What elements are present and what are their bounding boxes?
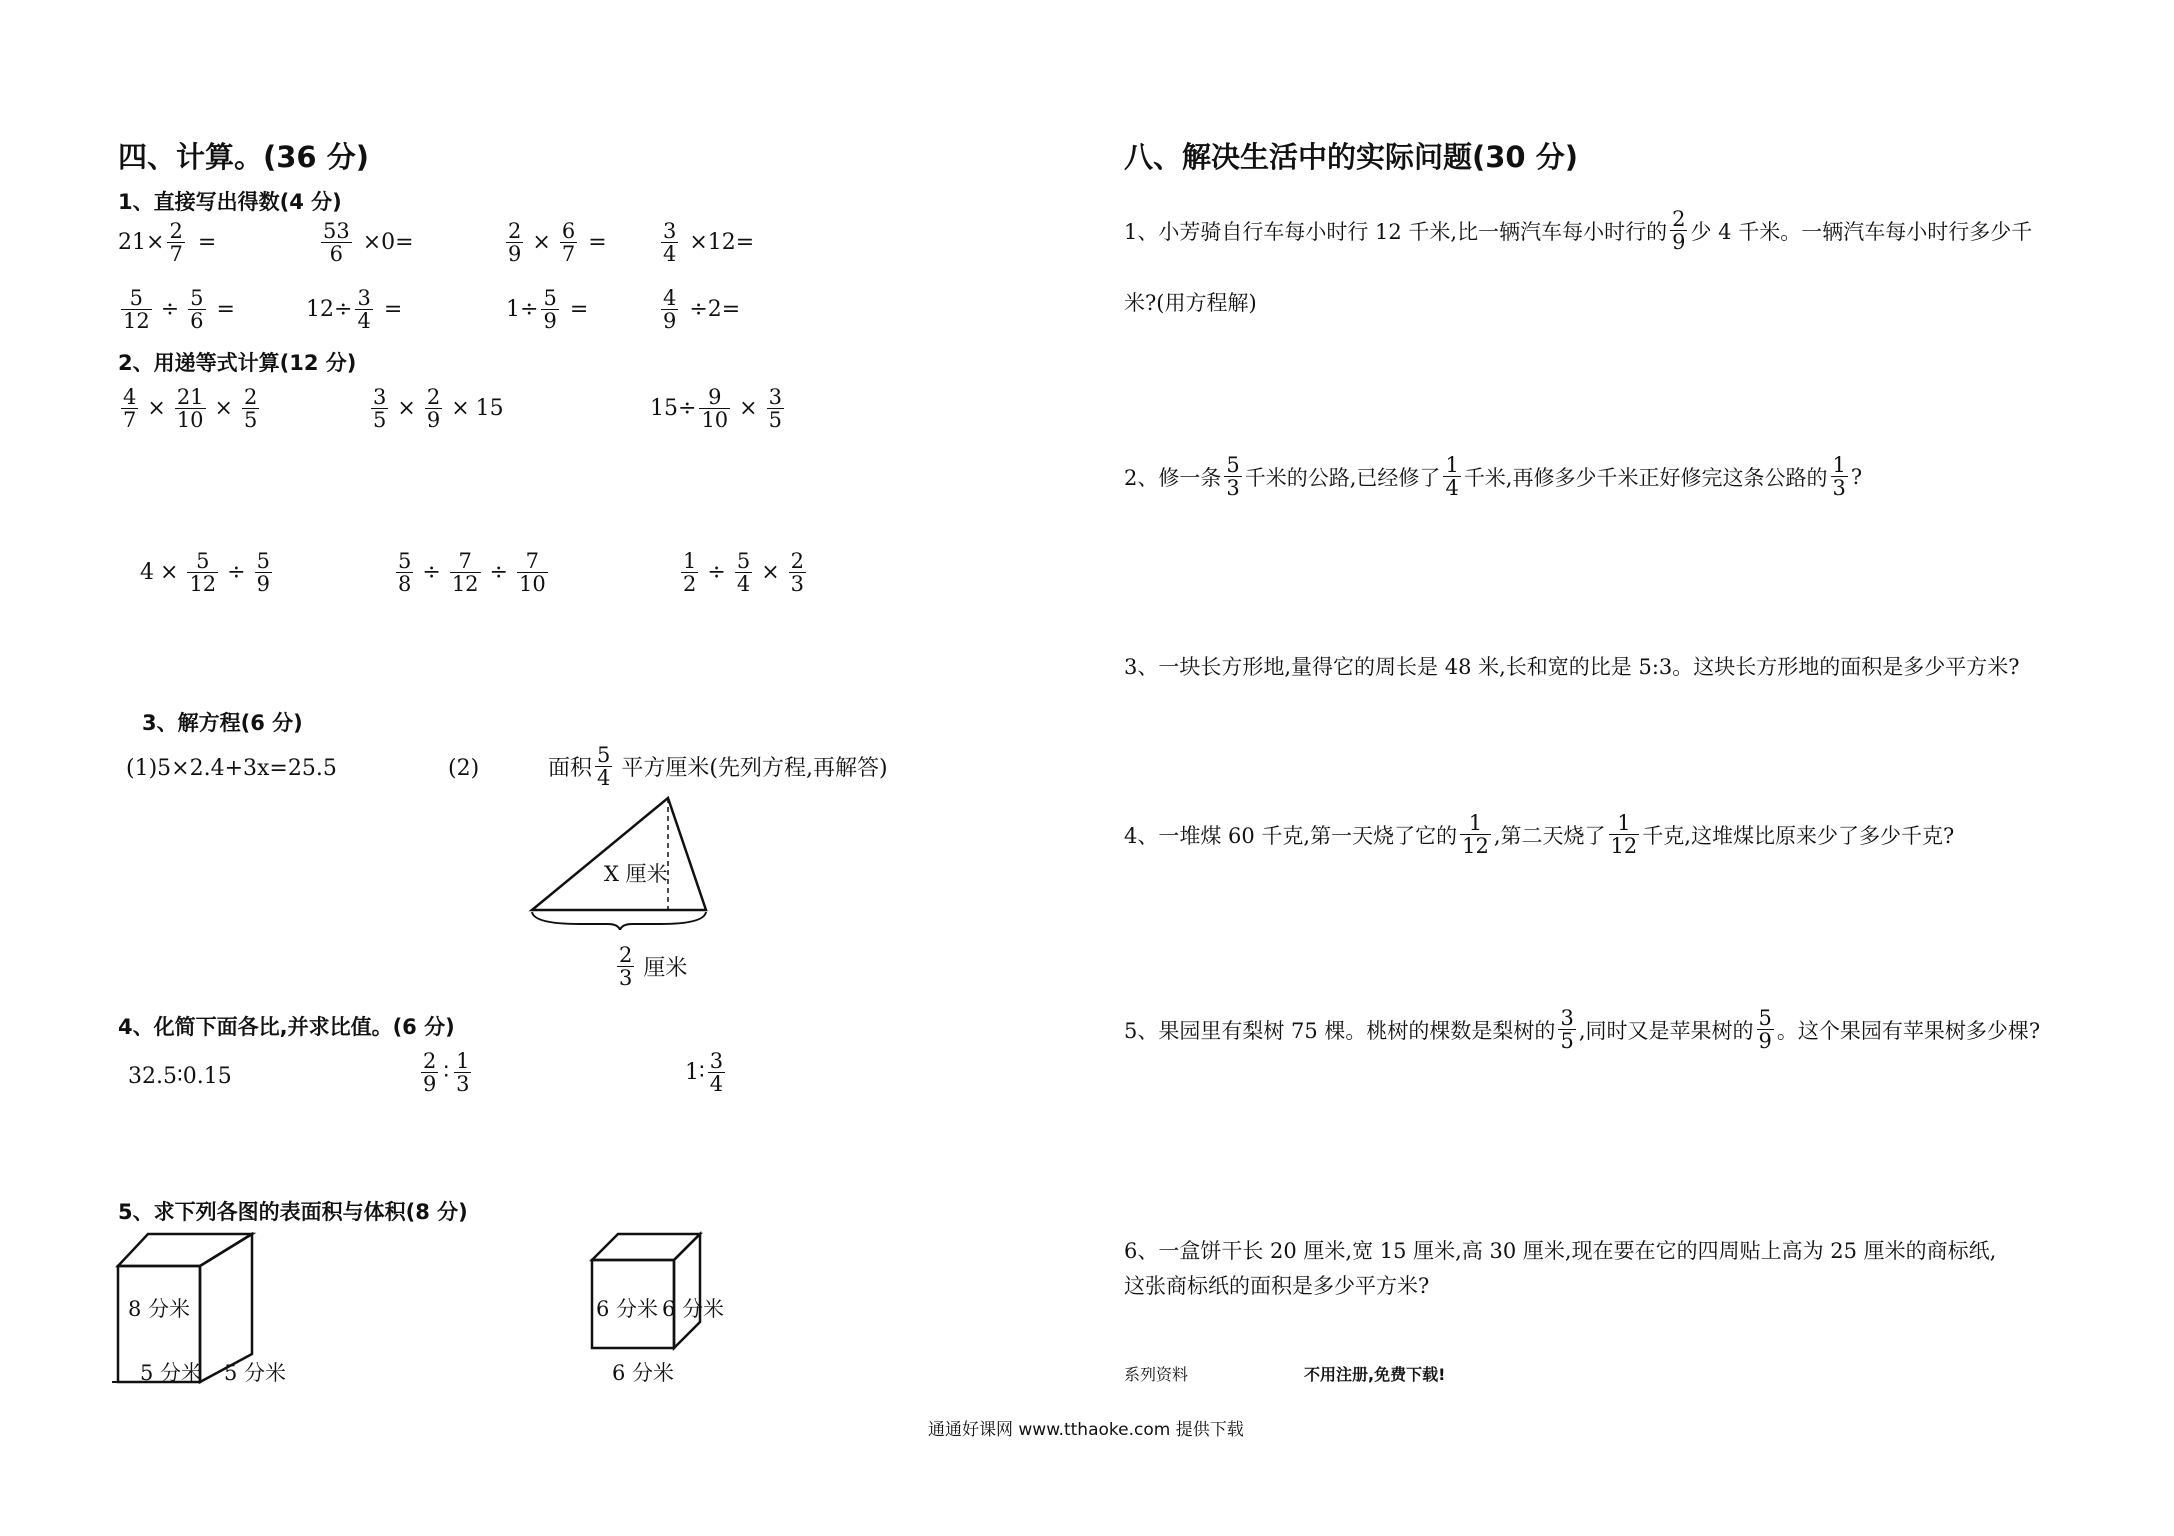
cuboid-width-label: 5 分米 <box>224 1361 287 1385</box>
problem-5: 5、果园里有梨树 75 棵。桃树的棵数是梨树的 $\frac{3}{5}$ ,同时又是苹果树的 $\frac{5}{9}$ 。这个果园有苹果树多少棵? <box>1124 1006 2041 1054</box>
equation-1: (1)5×2.4+3x=25.5 <box>126 756 337 781</box>
cube-height-label: 6 分米 <box>596 1297 659 1321</box>
section-title-problems: 八、解决生活中的实际问题(30 分) <box>1124 140 1578 174</box>
q1-item-6: 12÷ $\frac{3}{4}$ = <box>306 286 403 334</box>
q2-item-2: $\frac{3}{5}$ × $\frac{2}{9}$ × 15 <box>373 385 504 433</box>
cuboid-height-label: 8 分米 <box>128 1297 191 1321</box>
cuboid-depth-label: 5 分米 <box>140 1361 203 1385</box>
q2-item-6: $\frac{1}{2}$ ÷ $\frac{5}{4}$ × $\frac{2}{3}$ <box>683 549 804 597</box>
equation-2-label: (2) <box>448 756 480 781</box>
problem-3: 3、一块长方形地,量得它的周长是 48 米,长和宽的比是 5:3。这块长方形地的面积是多少平方米? <box>1124 655 2020 679</box>
problem-1-line-1: 1、小芳骑自行车每小时行 12 千米,比一辆汽车每小时行的 $\frac{2}{9}$ 少 4 千米。一辆汽车每小时行多少千 <box>1124 207 2033 255</box>
problem-1-line-2: 米?(用方程解) <box>1124 291 1257 315</box>
q1-item-8: $\frac{4}{9}$ ÷2= <box>663 286 741 334</box>
q3-title: 3、解方程(6 分) <box>142 711 303 735</box>
q2-item-4: 4 × $\frac{5}{12}$ ÷ $\frac{5}{9}$ <box>140 549 270 597</box>
triangle-area-label: 面积 $\frac{5}{4}$ 平方厘米(先列方程,再解答) <box>548 743 888 791</box>
ratio-3: 1∶ $\frac{3}{4}$ <box>685 1049 724 1097</box>
q1-item-3: $\frac{2}{9}$ × $\frac{6}{7}$ = <box>508 219 607 267</box>
q2-item-1: $\frac{4}{7}$ × $\frac{21}{10}$ × $\frac{2}{5}$ <box>123 385 258 433</box>
triangle-height-label: X 厘米 <box>604 862 668 886</box>
q2-item-5: $\frac{5}{8}$ ÷ $\frac{7}{12}$ ÷ $\frac{7}{10}$ <box>398 549 546 597</box>
q1-item-7: 1÷ $\frac{5}{9}$ = <box>506 286 589 334</box>
q2-title: 2、用递等式计算(12 分) <box>118 351 357 375</box>
promo-free-download: 不用注册,免费下载! <box>1304 1365 1446 1384</box>
cube-depth-label: 6 分米 <box>662 1297 725 1321</box>
problem-2: 2、修一条 $\frac{5}{3}$ 千米的公路,已经修了 $\frac{1}{4}$ 千米,再修多少千米正好修完这条公路的 $\frac{1}{3}$ ? <box>1124 453 1863 501</box>
ratio-1: 32.5∶0.15 <box>128 1064 232 1089</box>
q2-item-3: 15÷ $\frac{9}{10}$ × $\frac{3}{5}$ <box>650 385 782 433</box>
q1-item-1: 21× $\frac{2}{7}$ = <box>118 219 217 267</box>
section-title-calc: 四、计算。(36 分) <box>118 140 369 174</box>
problem-6-line-1: 6、一盒饼干长 20 厘米,宽 15 厘米,高 30 厘米,现在要在它的四周贴上高为 25 厘米的商标纸, <box>1124 1239 1997 1263</box>
footer-credit: 通通好课网 www.tthaoke.com 提供下载 <box>928 1420 1244 1440</box>
q5-title: 5、求下列各图的表面积与体积(8 分) <box>118 1200 468 1224</box>
problem-4: 4、一堆煤 60 千克,第一天烧了它的 $\frac{1}{12}$ ,第二天烧了 $\frac{1}{12}$ 千克,这堆煤比原来少了多少千克? <box>1124 811 1955 859</box>
q1-title: 1、直接写出得数(4 分) <box>118 190 342 214</box>
q4-title: 4、化简下面各比,并求比值。(6 分) <box>118 1015 455 1039</box>
q1-item-4: $\frac{3}{4}$ ×12= <box>663 219 755 267</box>
problem-6-line-2: 这张商标纸的面积是多少平方米? <box>1124 1274 1430 1298</box>
triangle-base-label: $\frac{2}{3}$ 厘米 <box>619 943 688 991</box>
q1-item-2: $\frac{53}{6}$ ×0= <box>323 219 414 267</box>
q1-item-5: $\frac{5}{12}$ ÷ $\frac{5}{6}$ = <box>123 286 235 334</box>
promo-series-label: 系列资料 <box>1124 1365 1189 1384</box>
ratio-2: $\frac{2}{9}$ ∶ $\frac{1}{3}$ <box>423 1049 470 1097</box>
cube-width-label: 6 分米 <box>612 1361 675 1385</box>
